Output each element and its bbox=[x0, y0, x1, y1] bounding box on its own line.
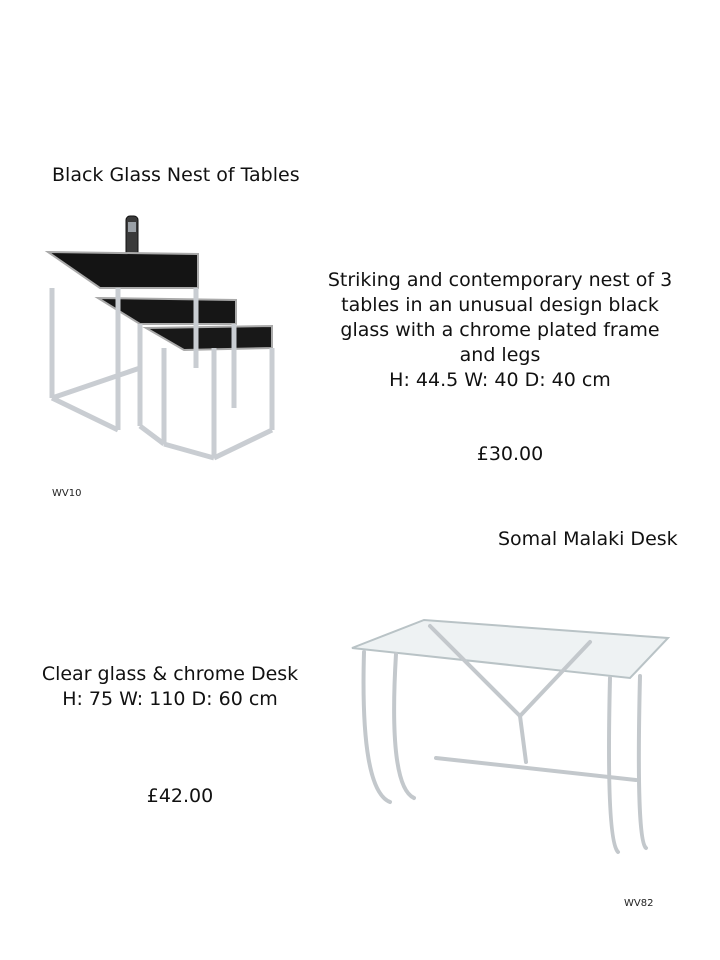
product-1-title: Black Glass Nest of Tables bbox=[52, 164, 300, 186]
product-2-desc-line: Clear glass & chrome Desk bbox=[41, 663, 299, 685]
product-1-desc-line: and legs bbox=[459, 344, 541, 366]
product-2-price: £42.00 bbox=[146, 785, 214, 807]
product-2-code: WV82 bbox=[624, 898, 654, 909]
product-2-title: Somal Malaki Desk bbox=[498, 528, 678, 550]
product-2-description bbox=[30, 662, 310, 712]
product-1-desc-line: glass with a chrome plated frame bbox=[340, 319, 660, 341]
glass-desk-image bbox=[340, 590, 680, 870]
nest-of-tables-illustration bbox=[40, 208, 280, 464]
product-1-dimensions: H: 44.5 W: 40 D: 40 cm bbox=[389, 369, 611, 391]
product-1-price: £30.00 bbox=[476, 443, 544, 465]
product-1-code: WV10 bbox=[52, 488, 82, 499]
product-1-desc-line: Striking and contemporary nest of 3 bbox=[327, 269, 673, 291]
glass-desk-illustration bbox=[340, 590, 680, 870]
nest-of-tables-image bbox=[40, 208, 280, 464]
product-1-description bbox=[310, 268, 690, 393]
product-2-dimensions: H: 75 W: 110 D: 60 cm bbox=[62, 688, 278, 710]
product-1-desc-line: tables in an unusual design black bbox=[341, 294, 659, 316]
